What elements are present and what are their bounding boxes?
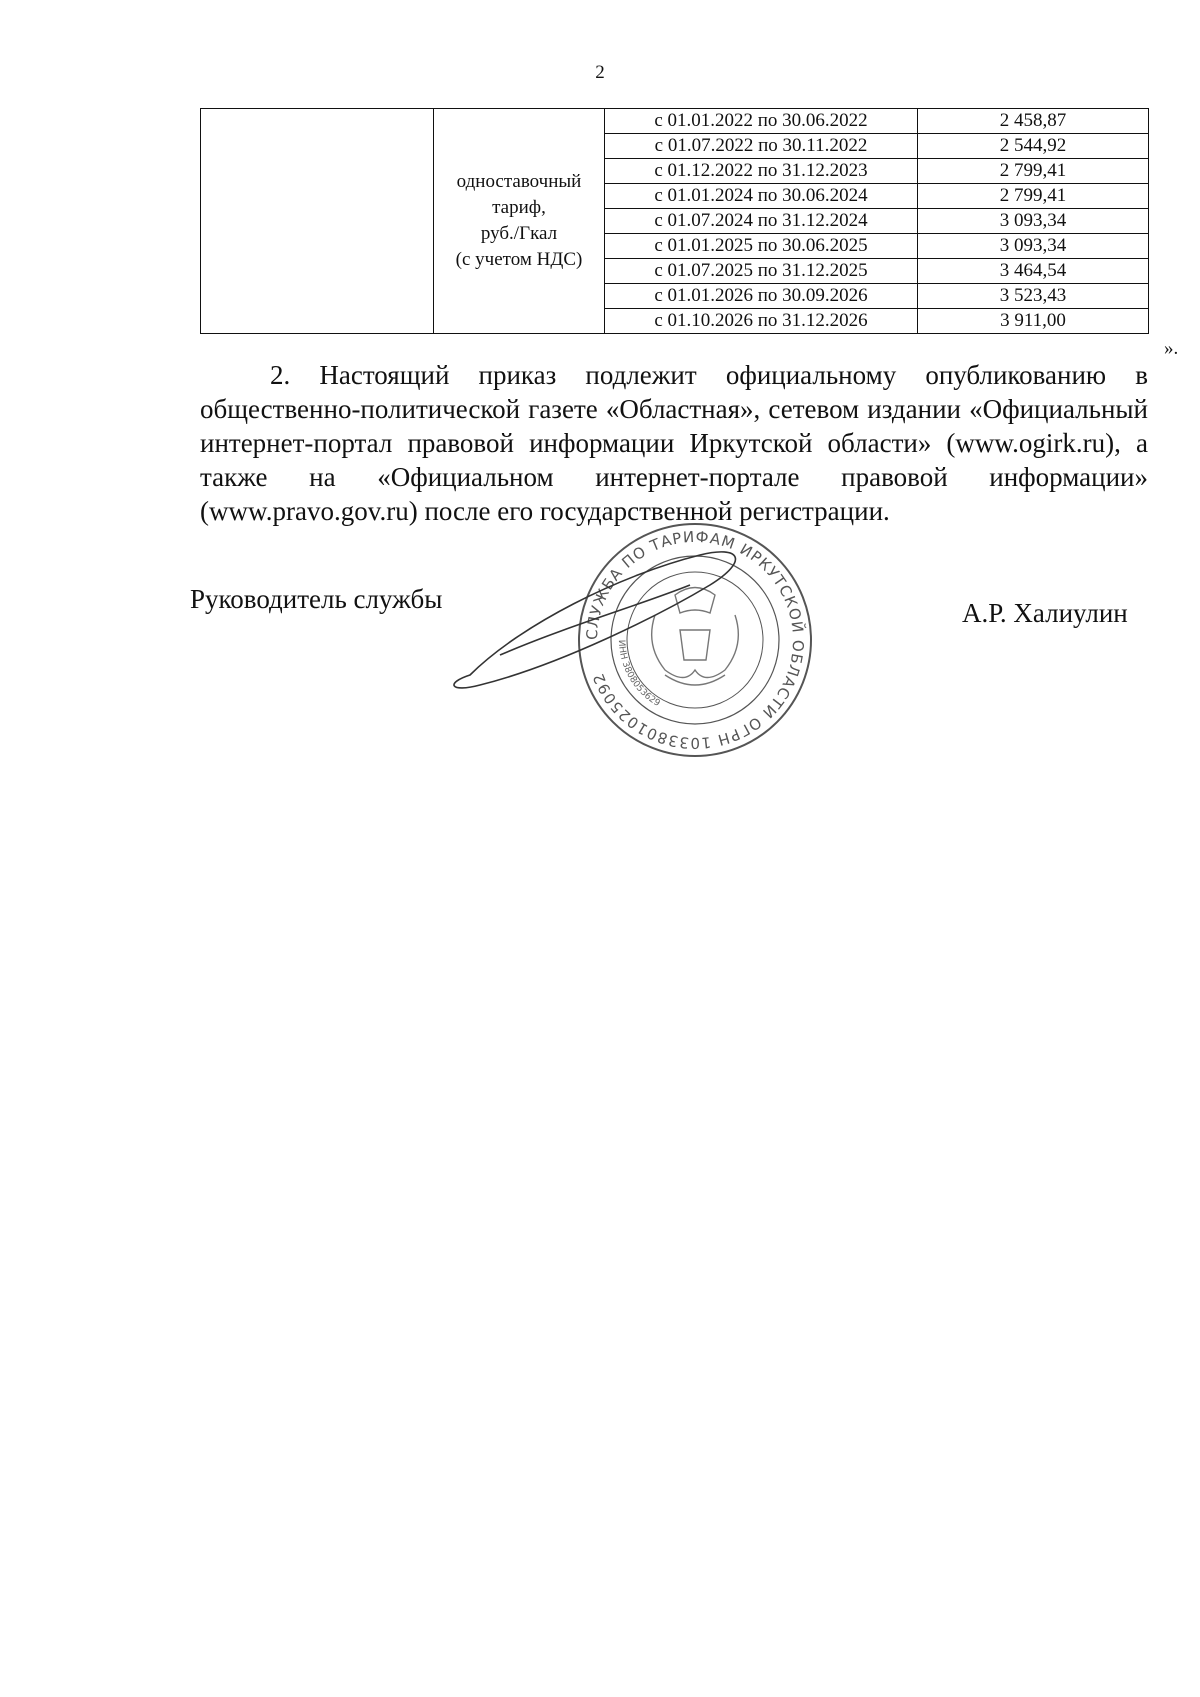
- value-cell: 3 093,34: [918, 234, 1149, 259]
- value-cell: 3 523,43: [918, 284, 1149, 309]
- seal-inner-text: ИНН 3808053629: [615, 639, 662, 709]
- period-cell: с 01.01.2024 по 30.06.2024: [605, 184, 918, 209]
- value-cell: 2 544,92: [918, 134, 1149, 159]
- period-cell: с 01.01.2022 по 30.06.2022: [605, 109, 918, 134]
- table-row: [201, 109, 1149, 134]
- value-cell: 2 458,87: [918, 109, 1149, 134]
- value-cell: 2 799,41: [918, 184, 1149, 209]
- value-cell: 3 911,00: [918, 309, 1149, 334]
- signature-position-label: Руководитель службы: [190, 584, 443, 614]
- emblem-icon: [652, 588, 739, 686]
- unit-cell: [434, 109, 605, 334]
- value-cell: 3 464,54: [918, 259, 1149, 284]
- signatory-name: А.Р. Халиулин: [962, 598, 1128, 628]
- period-cell: с 01.01.2026 по 30.09.2026: [605, 284, 918, 309]
- value-cell: 2 799,41: [918, 159, 1149, 184]
- empty-cell: [201, 109, 434, 334]
- seal-outer-text: СЛУЖБА ПО ТАРИФАМ ИРКУТСКОЙ ОБЛАСТИ ОГРН 1033801025092: [582, 527, 808, 753]
- unit-line: (с учетом НДС): [455, 249, 583, 270]
- period-cell: с 01.07.2024 по 31.12.2024: [605, 209, 918, 234]
- period-cell: с 01.12.2022 по 31.12.2023: [605, 159, 918, 184]
- official-seal: [440, 515, 860, 765]
- closing-quote: ».: [1164, 338, 1179, 359]
- unit-line: тариф,: [492, 197, 546, 218]
- publication-paragraph: 2. Настоящий приказ подлежит официальному опубликованию в общественно-политической газете «Областная», сетевом издании «Официальный интернет-портал правовой информации Иркутской области» (www.ogirk.ru), а также на «Официальном интернет-портале правовой информации» (www.pravo.gov.ru) после его государственной регистрации.: [200, 360, 1148, 526]
- page-number: 2: [595, 62, 605, 83]
- period-cell: с 01.10.2026 по 31.12.2026: [605, 309, 918, 334]
- seal-stamp: [579, 524, 811, 756]
- unit-line: руб./Гкал: [480, 223, 558, 244]
- period-cell: с 01.01.2025 по 30.06.2025: [605, 234, 918, 259]
- period-cell: с 01.07.2022 по 30.11.2022: [605, 134, 918, 159]
- tariff-table: [200, 108, 1149, 334]
- period-cell: с 01.07.2025 по 31.12.2025: [605, 259, 918, 284]
- value-cell: 3 093,34: [918, 209, 1149, 234]
- unit-line: одноставочный: [456, 171, 582, 192]
